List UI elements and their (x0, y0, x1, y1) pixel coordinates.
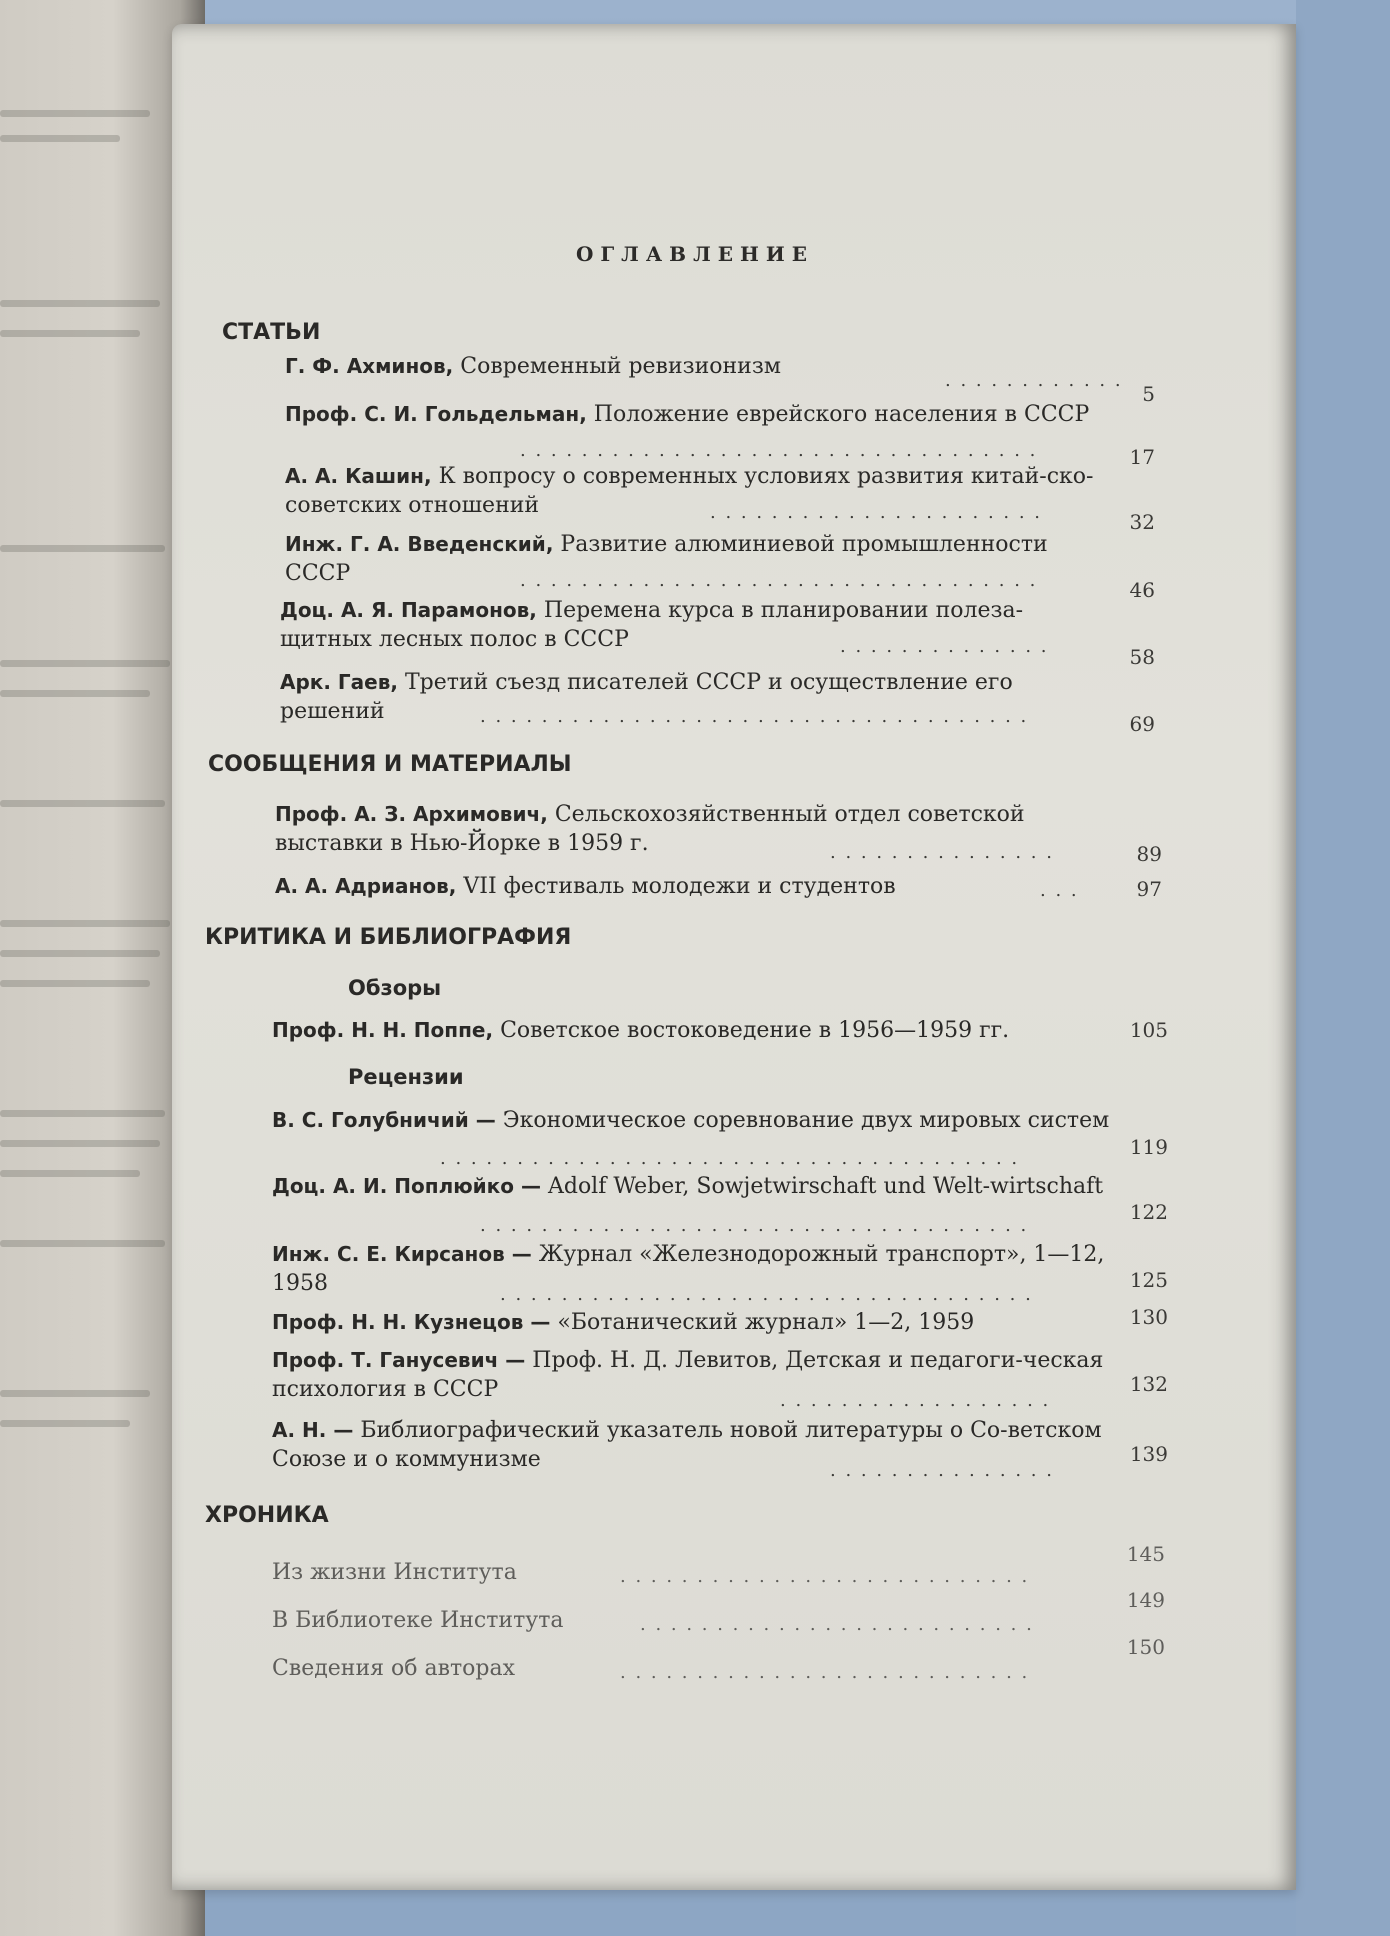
entry-page-number: 119 (1129, 1135, 1168, 1159)
entry-page-number: 105 (1129, 1018, 1168, 1042)
entry-title: Советское востоковедение в 1956—1959 гг. (500, 1018, 1010, 1043)
entry-title: Сведения об авторах (272, 1656, 516, 1681)
entry-title: Положение еврейского населения в СССР (593, 402, 1090, 427)
entry-author: Доц. А. И. Поплюйко — (272, 1174, 541, 1198)
entry-title: Из жизни Института (272, 1560, 517, 1585)
toc-entry (272, 1106, 1112, 1135)
dot-leader: . . . . . . . . . . . . . . (840, 636, 1049, 657)
entry-page-number: 89 (1136, 842, 1162, 866)
section-heading-criticism: КРИТИКА И БИБЛИОГРАФИЯ (205, 925, 572, 950)
dot-leader: . . . . . . . . . . . . . . . (830, 1460, 1054, 1481)
section-heading-reports: СООБЩЕНИЯ И МАТЕРИАЛЫ (208, 752, 572, 777)
subsection-heading-recensions: Рецензии (348, 1065, 464, 1089)
entry-page-number: 97 (1136, 877, 1162, 901)
entry-page-number: 69 (1129, 712, 1155, 736)
entry-author: Проф. А. З. Архимович, (275, 802, 548, 826)
entry-title: Современный ревизионизм (460, 354, 781, 379)
dot-leader: . . . . . . . . . . . . . . . . . . . . . . . . . . . . . . . . . . . (500, 1284, 1033, 1305)
entry-page-number: 145 (1126, 1542, 1165, 1566)
entry-page-number: 5 (1142, 382, 1155, 406)
entry-page-number: 32 (1129, 510, 1155, 534)
entry-title: Экономическое соревнование двух мировых систем (502, 1108, 1110, 1133)
entry-title: Развитие алюминиевой промышленности СССР (285, 532, 1048, 586)
dot-leader: . . . . . . . . . . . . . . . . . . . . . . . . . . . (620, 1566, 1030, 1587)
entry-page-number: 125 (1129, 1268, 1168, 1292)
dot-leader: . . . . . . . . . . . . . . . . . . . . . . . . . . . . . . . . . . (520, 440, 1038, 461)
dot-leader: . . . (1040, 880, 1079, 901)
entry-author: Проф. Т. Ганусевич — (272, 1348, 526, 1372)
section-heading-chronicle: ХРОНИКА (205, 1503, 329, 1528)
dot-leader: . . . . . . . . . . . . . . . . . . . . . . . . . . . . . . . . . . . . (480, 706, 1029, 727)
dot-leader: . . . . . . . . . . . . . . . (830, 842, 1054, 863)
entry-page-number: 122 (1129, 1200, 1168, 1224)
toc-entry (275, 872, 1115, 901)
entry-author: А. А. Адрианов, (275, 874, 457, 898)
toc-entry (272, 1308, 1112, 1337)
entry-author: Проф. Н. Н. Кузнецов — (272, 1310, 551, 1334)
toc-entry (285, 400, 1100, 429)
entry-title: Сельскохозяйственный отдел советской выставки в Нью-Йорке в 1959 г. (275, 802, 1025, 856)
entry-title: Журнал «Железнодорожный транспорт», 1—12, 1958 (272, 1242, 1105, 1296)
dot-leader: . . . . . . . . . . . . . . . . . . . . . . . . . . (640, 1614, 1034, 1635)
entry-page-number: 17 (1129, 445, 1155, 469)
entry-title: VII фестиваль молодежи и студентов (463, 874, 896, 899)
entry-author: Проф. С. И. Гольдельман, (285, 402, 587, 426)
entry-author: Г. Ф. Ахминов, (285, 354, 454, 378)
dot-leader: . . . . . . . . . . . . . . . . . . . . . . (710, 502, 1043, 523)
entry-author: Инж. С. Е. Кирсанов — (272, 1242, 532, 1266)
entry-page-number: 58 (1129, 645, 1155, 669)
entry-author: А. Н. — (272, 1418, 354, 1442)
dot-leader: . . . . . . . . . . . . (945, 370, 1123, 391)
entry-title: Библиографический указатель новой литературы о Со-ветском Союзе и о коммунизме (272, 1418, 1102, 1472)
entry-title: В Библиотеке Института (272, 1608, 564, 1633)
entry-title: Третий съезд писателей СССР и осуществление его решений (280, 670, 1013, 724)
entry-page-number: 139 (1129, 1442, 1168, 1466)
entry-page-number: 150 (1126, 1635, 1165, 1659)
entry-author: Проф. Н. Н. Поппе, (272, 1018, 494, 1042)
dot-leader: . . . . . . . . . . . . . . . . . . . . . . . . . . . . . . . . . . (520, 570, 1038, 591)
entry-page-number: 130 (1129, 1305, 1168, 1329)
toc-entry (272, 1016, 1122, 1045)
page-title: ОГЛАВЛЕНИЕ (575, 242, 815, 266)
entry-author: В. С. Голубничий — (272, 1108, 496, 1132)
subsection-heading-reviews: Обзоры (348, 976, 442, 1000)
entry-author: Инж. Г. А. Введенский, (285, 532, 554, 556)
entry-page-number: 46 (1129, 578, 1155, 602)
entry-author: Арк. Гаев, (280, 670, 398, 694)
entry-page-number: 149 (1126, 1588, 1165, 1612)
entry-title: Проф. Н. Д. Левитов, Детская и педагоги-ческая психология в СССР (272, 1348, 1104, 1402)
section-heading-articles: СТАТЬИ (222, 320, 321, 345)
toc-entry (272, 1172, 1112, 1201)
entry-title: Adolf Weber, Sowjetwirschaft und Welt-wirtschaft (547, 1174, 1104, 1199)
dot-leader: . . . . . . . . . . . . . . . . . . . . . . . . . . . . . . . . . . . . . . (440, 1148, 1020, 1169)
entry-title: «Ботанический журнал» 1—2, 1959 (557, 1310, 975, 1335)
entry-author: А. А. Кашин, (285, 464, 432, 488)
entry-page-number: 132 (1129, 1372, 1168, 1396)
dot-leader: . . . . . . . . . . . . . . . . . . (780, 1390, 1051, 1411)
entry-title: К вопросу о современных условиях развития китай-ско-советских отношений (285, 464, 1094, 518)
dot-leader: . . . . . . . . . . . . . . . . . . . . . . . . . . . . . . . . . . . . (480, 1215, 1029, 1236)
entry-title: Перемена курса в планировании полеза-щитных лесных полос в СССР (280, 598, 1024, 652)
entry-author: Доц. А. Я. Парамонов, (280, 598, 537, 622)
dot-leader: . . . . . . . . . . . . . . . . . . . . . . . . . . . (620, 1662, 1030, 1683)
